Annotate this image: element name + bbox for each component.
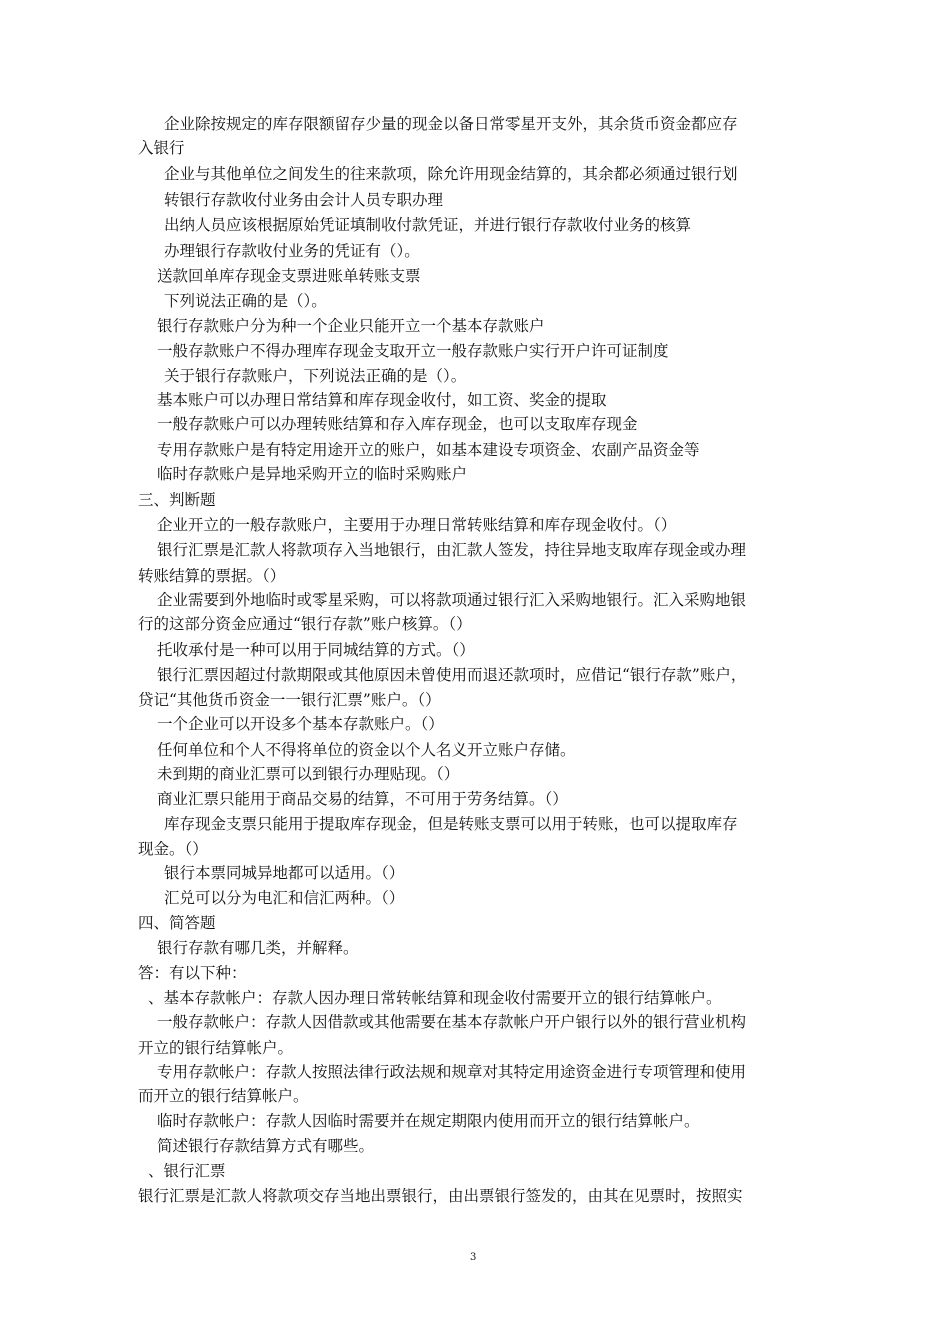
text-line: 、银行汇票 xyxy=(148,1162,226,1180)
text-line: 托收承付是一种可以用于同城结算的方式。（） xyxy=(157,641,475,659)
text-line: 而开立的银行结算帐户。 xyxy=(138,1087,309,1105)
text-line: 临时存款账户是异地采购开立的临时采购账户 xyxy=(157,465,468,483)
text-line: 办理银行存款收付业务的凭证有（）。 xyxy=(164,242,420,260)
text-line: 银行本票同城异地都可以适用。（） xyxy=(164,864,405,882)
text-line: 、基本存款帐户：存款人因办理日常转帐结算和现金收付需要开立的银行结算帐户。 xyxy=(148,989,722,1007)
text-line: 下列说法正确的是（）。 xyxy=(164,292,327,310)
text-line: 银行汇票是汇款人将款项交存当地出票银行，由出票银行签发的，由其在见票时，按照实 xyxy=(138,1187,743,1205)
text-line: 基本账户可以办理日常结算和库存现金收付，如工资、奖金的提取 xyxy=(157,391,607,409)
page-number: 3 xyxy=(470,1252,477,1263)
text-line: 转银行存款收付业务由会计人员专职办理 xyxy=(164,191,444,209)
text-line: 送款回单库存现金支票进账单转账支票 xyxy=(157,267,421,285)
text-line: 简述银行存款结算方式有哪些。 xyxy=(157,1137,375,1155)
text-line: 入银行 xyxy=(138,139,185,157)
text-line: 出纳人员应该根据原始凭证填制收付款凭证，并进行银行存款收付业务的核算 xyxy=(164,216,692,234)
text-line: 未到期的商业汇票可以到银行办理贴现。（） xyxy=(157,765,460,783)
text-line: 银行汇票因超过付款期限或其他原因未曾使用而退还款项时，应借记“银行存款”账户， xyxy=(157,666,747,684)
section-heading: 三、判断题 xyxy=(138,491,216,509)
text-line: 一个企业可以开设多个基本存款账户。（） xyxy=(157,715,444,733)
text-line: 专用存款账户是有特定用途开立的账户，如基本建设专项资金、农副产品资金等 xyxy=(157,441,700,459)
text-line: 企业除按规定的库存限额留存少量的现金以备日常零星开支外，其余货币资金都应存 xyxy=(164,115,738,133)
text-line: 开立的银行结算帐户。 xyxy=(138,1039,294,1057)
text-line: 企业开立的一般存款账户，主要用于办理日常转账结算和库存现金收付。（） xyxy=(157,516,677,534)
text-line: 现金。（） xyxy=(138,840,208,858)
text-line: 商业汇票只能用于商品交易的结算，不可用于劳务结算。（） xyxy=(157,790,568,808)
text-line: 专用存款帐户：存款人按照法律行政法规和规章对其特定用途资金进行专项管理和使用 xyxy=(157,1063,747,1081)
text-line: 银行汇票是汇款人将款项存入当地银行，由汇款人签发，持往异地支取库存现金或办理 xyxy=(157,541,747,559)
text-line: 库存现金支票只能用于提取库存现金，但是转账支票可以用于转账，也可以提取库存 xyxy=(164,815,738,833)
text-line: 一般存款帐户：存款人因借款或其他需要在基本存款帐户开户银行以外的银行营业机构 xyxy=(157,1013,747,1031)
text-line: 任何单位和个人不得将单位的资金以个人名义开立账户存储。 xyxy=(157,741,576,759)
text-line: 贷记“其他货币资金一一银行汇票”账户。（） xyxy=(138,691,441,709)
text-line: 答：有以下种： xyxy=(138,964,247,982)
text-line: 一般存款账户可以办理转账结算和存入库存现金，也可以支取库存现金 xyxy=(157,415,638,433)
text-line: 银行存款有哪几类，并解释。 xyxy=(157,939,359,957)
text-line: 关于银行存款账户，下列说法正确的是（）。 xyxy=(164,367,467,385)
text-line: 企业需要到外地临时或零星采购，可以将款项通过银行汇入采购地银行。汇入采购地银 xyxy=(157,591,747,609)
text-line: 汇兑可以分为电汇和信汇两种。（） xyxy=(164,889,405,907)
text-line: 一般存款账户不得办理库存现金支取开立一般存款账户实行开户许可证制度 xyxy=(157,342,669,360)
section-heading: 四、简答题 xyxy=(138,914,216,932)
text-line: 转账结算的票据。（） xyxy=(138,567,286,585)
text-line: 企业与其他单位之间发生的往来款项，除允许用现金结算的，其余都必须通过银行划 xyxy=(164,165,738,183)
text-line: 银行存款账户分为种一个企业只能开立一个基本存款账户 xyxy=(157,317,545,335)
text-line: 行的这部分资金应通过“银行存款”账户核算。（） xyxy=(138,615,472,633)
text-line: 临时存款帐户：存款人因临时需要并在规定期限内使用而开立的银行结算帐户。 xyxy=(157,1112,700,1130)
